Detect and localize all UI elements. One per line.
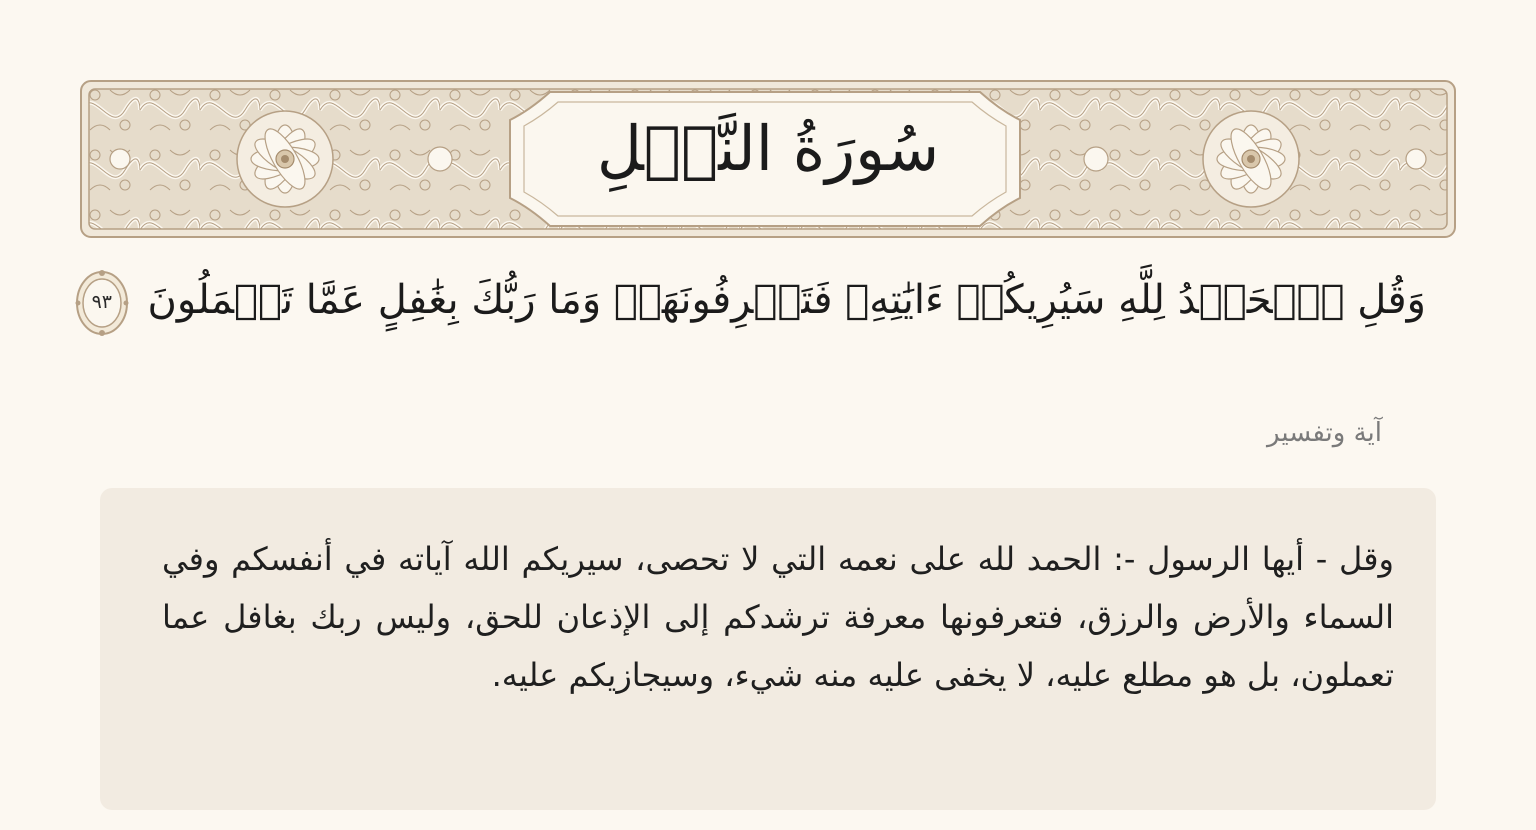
- verse-line: [91, 268, 1426, 338]
- tafsir-text: وقل - أيها الرسول -: الحمد لله على نعمه التي لا تحصى، سيريكم الله آياته في أنفسكم وفي السماء والأرض والرزق، فتعرفونها معرفة ترشدكم إلى الإذعان للحق، وليس ربك بغافل عما تعملون، بل هو مطلع عليه، لا يخفى عليه منه شيء، وسيجازيكم عليه.: [162, 540, 1394, 694]
- tafsir-card: [100, 488, 1436, 810]
- surah-header-banner: [80, 80, 1456, 238]
- ayah-end-marker: [75, 268, 129, 338]
- tafsir-label[interactable]: آية وتفسير: [1267, 418, 1382, 448]
- verse-text: وَقُلِ ٱلۡحَمۡدُ لِلَّهِ سَيُرِيكُمۡ ءَايَٰتِهِۦ فَتَعۡرِفُونَهَاۚ وَمَا رَبُّكَ بِغَٰفِلٍ عَمَّا تَعۡمَلُونَ: [147, 277, 1426, 323]
- surah-title: سُورَةُ النَّمۡلِ: [596, 112, 940, 185]
- ayah-number: ٩٣: [91, 291, 113, 313]
